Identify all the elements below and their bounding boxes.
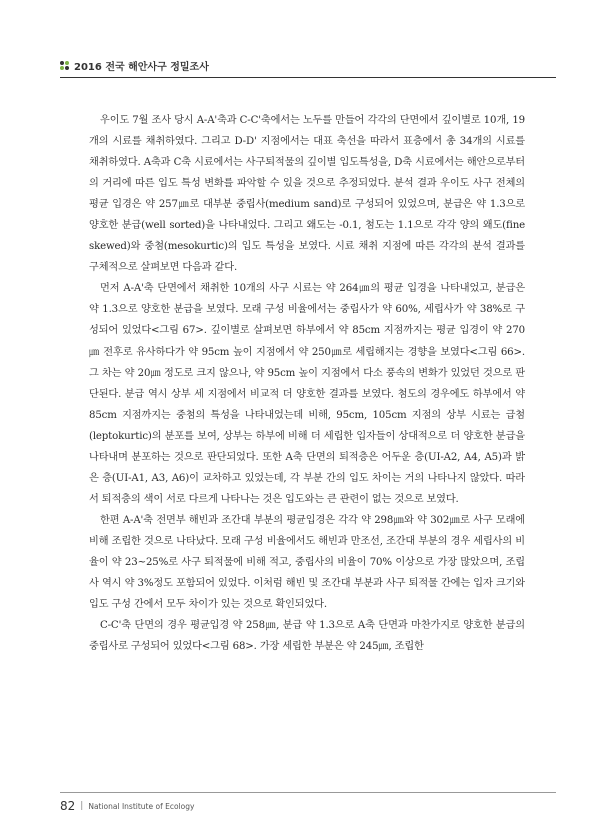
page-footer [60, 798, 194, 814]
paragraph: C-C'축 단면의 경우 평균입경 약 258㎛, 분급 약 1.3으로 A축 단면과 마찬가지로 양호한 분급의 중립사로 구성되어 있었다<그림 68>. 가장 세립한 부분은 약 245㎛, 조립한 [89, 620, 525, 653]
dot-icon [60, 61, 64, 65]
footer-rule [60, 792, 556, 793]
paragraph: 우이도 7월 조사 당시 A-A'축과 C-C'축에서는 노두를 만들어 각각의 단면에서 깊이별로 10개, 19개의 시료를 채취하였다. 그리고 D-D' 지점에서는 대표 축선을 따라서 표층에서 총 34개의 시료를 채취하였다. A축과 C축 시료에서는 사구퇴적물의 깊이별 입도특성을, D축 시료에서는 해안으로부터의 거리에 따른 입도 특성 변화를 파악할 수 있을 것으로 추정되었다. 분석 결과 우이도 사구 전체의 평균 입경은 약 257㎛로 대부분 중립사(medium sand)로 구성되어 있었으며, 분급은 약 1.3으로 양호한 분급(well sorted)을 나타내었다. 그리고 왜도는 -0.1, 첨도는 1.1으로 각각 양의 왜도(fine skewed)와 중첨(mesokurtic)의 입도 특성을 보였다. 시료 채취 지점에 따른 각각의 분석 결과를 구체적으로 살펴보면 다음과 같다. [89, 115, 525, 274]
dot-icon [65, 66, 69, 70]
header-rule [60, 77, 556, 78]
paragraph: 먼저 A-A'축 단면에서 채취한 10개의 사구 시료는 약 264㎛의 평균 입경을 나타내었고, 분급은 약 1.3으로 양호한 분급을 보였다. 모래 구성 비율에서는 중립사가 약 60%, 세립사가 약 38%로 구성되어 있었다<그림 67>. 깊이별로 살펴보면 하부에서 약 85cm 지점까지는 평균 입경이 약 270㎛ 전후로 유사하다가 약 95cm 높이 지점에서 약 250㎛로 세립해지는 경향을 보였다<그림 66>. 그 차는 약 20㎛ 정도로 크지 않으나, 약 95cm 높이 지점에서 다소 풍속의 변화가 있었던 것으로 판단된다. 분급 역시 상부 세 지점에서 비교적 더 양호한 결과를 보였다. 첨도의 경우에도 하부에서 약 85cm 지점까지는 중첨의 특성을 나타내었는데 비해, 95cm, 105cm 지점의 상부 시료는 급첨(leptokurtic)의 분포를 보여, 상부는 하부에 비해 더 세립한 입자들이 상대적으로 더 양호한 분급을 나타내며 분포하는 것으로 판단되었다. 또한 A축 단면의 퇴적층은 어두운 층(UI-A2, A4, A5)과 밝은 층(UI-A1, A3, A6)이 교차하고 있었는데, 각 부분 간의 입도 차이는 거의 나타나지 않았다. 따라서 퇴적층의 색이 서로 다르게 나타나는 것은 입도와는 큰 관련이 없는 것으로 보였다. [89, 283, 525, 505]
dot-icon [60, 66, 64, 70]
body-text [89, 110, 525, 657]
bullet-dots-icon [60, 61, 69, 70]
dot-icon [65, 61, 69, 65]
paragraph: 한편 A-A'축 전면부 해빈과 조간대 부분의 평균입경은 각각 약 298㎛와 약 302㎛로 사구 모래에 비해 조립한 것으로 나타났다. 모래 구성 비율에서도 해빈과 만조선, 조간대 부분의 경우 세립사의 비율이 약 23~25%로 사구 퇴적물에 비해 적고, 중립사의 비율이 70% 이상으로 가장 많았으며, 조립사 역시 약 3%정도 포함되어 있었다. 이처럼 해빈 및 조간대 부분과 사구 퇴적물 간에는 입자 크기와 입도 구성 간에서 모두 차이가 있는 것으로 확인되었다. [89, 514, 525, 611]
running-header [60, 56, 556, 74]
header-title: 2016 전국 해안사구 정밀조사 [74, 61, 209, 73]
page-number: 82 [60, 799, 76, 813]
footer-separator: | [80, 801, 84, 811]
footer-organization: National Institute of Ecology [88, 801, 195, 811]
